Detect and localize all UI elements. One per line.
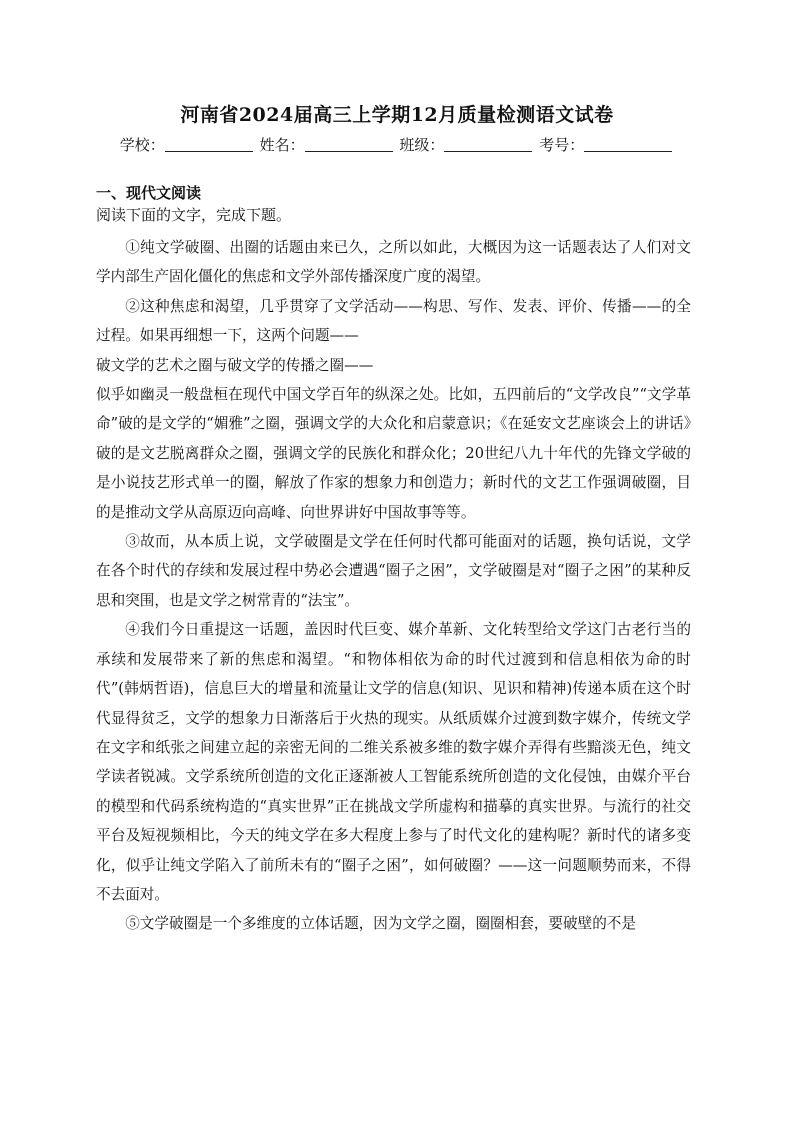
section-heading: 一、现代文阅读 (96, 184, 202, 202)
paragraph-2: ②这种焦虑和渴望，几乎贯穿了文学活动——构思、写作、发表、评价、传播——的全过程。如果再细想一下，这两个问题—— (96, 297, 691, 345)
class-label: 班级： (399, 136, 445, 154)
exam-number-blank[interactable] (584, 137, 672, 152)
paragraph-1: ①纯文学破圈、出圈的话题由来已久，之所以如此，大概因为这一话题表达了人们对文学内部生产固化僵化的焦虑和文学外部传播深度广度的渴望。 (96, 239, 691, 286)
exam-title: 河南省2024届高三上学期12月质量检测语文试卷 (180, 104, 614, 126)
school-label: 学校： (119, 136, 165, 154)
student-info-row (0, 134, 794, 155)
exam-number-label: 考号： (539, 136, 585, 154)
paragraph-3: ③故而，从本质上说，文学破圈是文学在任何时代都可能面对的话题，换句话说，文学在各个时代的存续和发展过程中势必会遭遇“圈子之困”，文学破圈是对“圈子之困”的某种反思和突围，也是文学之树常青的“法宝”。 (96, 533, 691, 609)
paragraph-2-continued: 似乎如幽灵一般盘桓在现代中国文学百年的纵深之处。比如，五四前后的“文学改良”“文学革命”破的是文学的“媚雅”之圈，强调文学的大众化和启蒙意识；《在延安文艺座谈会上的讲话》破的是文艺脱离群众之圈，强调文学的民族化和群众化；20世纪八九十年代的先锋文学破的是小说技艺形式单一的圈，解放了作家的想象力和创造力；新时代的文艺工作强调破圈，目的是推动文学从高原迈向高峰、向世界讲好中国故事等等。 (96, 386, 691, 521)
name-blank[interactable] (305, 137, 393, 152)
reading-passage (96, 233, 691, 939)
class-blank[interactable] (444, 137, 532, 152)
name-label: 姓名： (259, 136, 305, 154)
paragraph-4: ④我们今日重提这一话题，盖因时代巨变、媒介革新、文化转型给文学这门古老行当的承续和发展带来了新的焦虑和渴望。“和物体相依为命的时代过渡到和信息相依为命的时代”(韩炳哲语)，信息巨大的增量和流量让文学的信息(知识、见识和精神)传递本质在这个时代显得贫乏，文学的想象力日渐落后于火热的现实。从纸质媒介过渡到数字媒介，传统文学在文字和纸张之间建立起的亲密无间的二维关系被多维的数字媒介弄得有些黯淡无色，纯文学读者锐减。文学系统所创造的文化正逐渐被人工智能系统所创造的文化侵蚀，由媒介平台的模型和代码系统构造的“真实世界”正在挑战文学所虚构和描摹的真实世界。与流行的社交平台及短视频相比，今天的纯文学在多大程度上参与了时代文化的建构呢？新时代的诸多变化，似乎让纯文学陷入了前所未有的“圈子之困”，如何破圈？——这一问题顺势而来，不得不去面对。 (96, 621, 691, 903)
school-blank[interactable] (165, 137, 253, 152)
paragraph-5: ⑤文学破圈是一个多维度的立体话题，因为文学之圈，圈圈相套，要破壁的不是 (125, 915, 636, 933)
paragraph-2-quote: 破文学的艺术之圈与破文学的传播之圈—— (96, 356, 374, 374)
reading-instruction: 阅读下面的文字，完成下题。 (96, 206, 292, 224)
